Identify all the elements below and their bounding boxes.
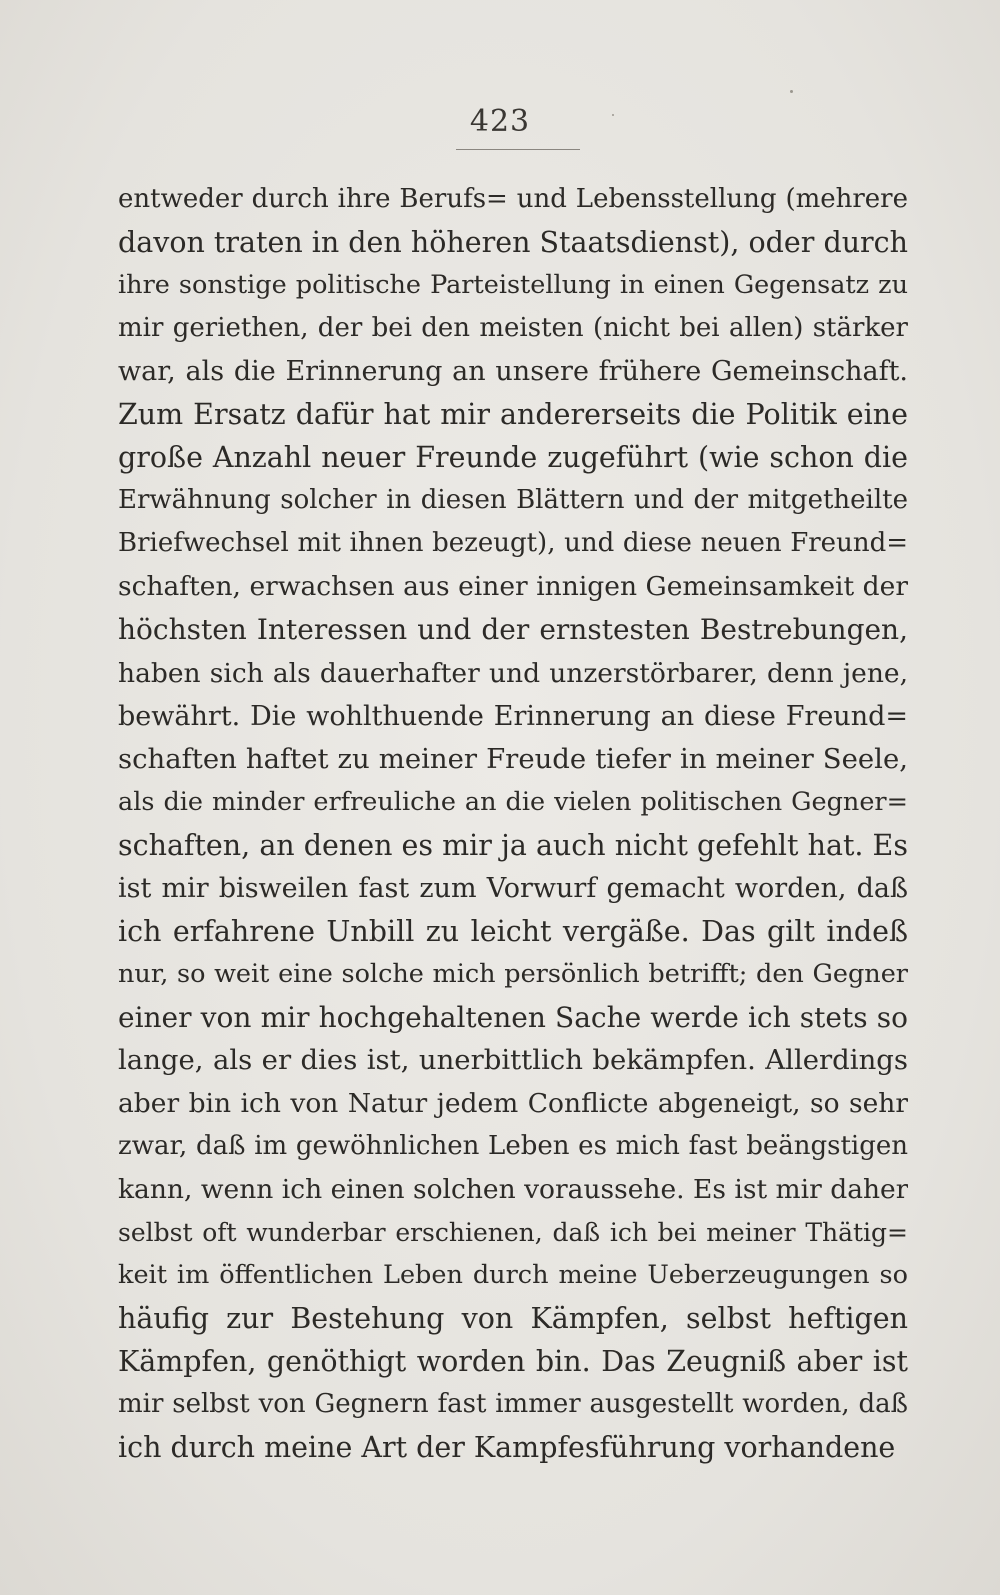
paper-speck (790, 90, 793, 93)
text-line: Zum Ersatz dafür hat mir andererseits die Politik eine (118, 398, 908, 432)
text-line: schaften, erwachsen aus einer innigen Gemeinsamkeit der (118, 571, 908, 603)
text-line: schaften haftet zu meiner Freude tiefer in meiner Seele, (118, 742, 908, 775)
text-line: schaften, an denen es mir ja auch nicht gefehlt hat. Es (118, 828, 908, 862)
text-line: mir selbst von Gegnern fast immer ausgestellt worden, daß (118, 1389, 908, 1420)
paper-speck (612, 114, 614, 116)
text-line: nur, so weit eine solche mich persönlich betrifft; den Gegner (118, 958, 908, 989)
text-line: lange, als er dies ist, unerbittlich bekämpfen. Allerdings (118, 1043, 908, 1076)
text-line: mir geriethen, der bei den meisten (nicht bei allen) stärker (118, 313, 908, 344)
header-rule (456, 149, 580, 150)
text-line: haben sich als dauerhafter und unzerstörbarer, denn jene, (118, 657, 908, 689)
text-line: ich erfahrene Unbill zu leicht vergäße. Das gilt indeß (118, 914, 908, 948)
text-line: kann, wenn ich einen solchen voraussehe. Es ist mir daher (118, 1174, 908, 1206)
body-text (118, 178, 908, 1469)
text-line: große Anzahl neuer Freunde zugeführt (wie schon die (118, 441, 908, 475)
text-line: höchsten Interessen und der ernstesten Bestrebungen, (118, 613, 908, 647)
text-line: bewährt. Die wohlthuende Erinnerung an diese Freund= (118, 700, 908, 732)
text-line: ist mir bisweilen fast zum Vorwurf gemacht worden, daß (118, 872, 908, 904)
text-line: häufig zur Bestehung von Kämpfen, selbst heftigen (118, 1302, 908, 1336)
text-line: ich durch meine Art der Kampfesführung vorhandene (118, 1431, 896, 1465)
text-line: entweder durch ihre Berufs= und Lebensstellung (mehrere (118, 184, 908, 214)
text-line: als die minder erfreuliche an die vielen politischen Gegner= (118, 786, 908, 817)
text-line: ihre sonstige politische Parteistellung in einen Gegensatz zu (118, 270, 908, 301)
text-line: davon traten in den höheren Staatsdienst), oder durch (118, 226, 908, 260)
text-line: Briefwechsel mit ihnen bezeugt), und diese neuen Freund= (118, 528, 908, 559)
page-number: 423 (469, 104, 531, 139)
text-line: einer von mir hochgehaltenen Sache werde ich stets so (118, 1000, 908, 1034)
text-line: keit im öffentlichen Leben durch meine Ueberzeugungen so (118, 1260, 908, 1291)
text-line: Kämpfen, genöthigt worden bin. Das Zeugniß aber ist (118, 1345, 908, 1379)
text-line: selbst oft wunderbar erschienen, daß ich bei meiner Thätig= (118, 1218, 908, 1248)
text-line: aber bin ich von Natur jedem Conflicte abgeneigt, so sehr (118, 1087, 908, 1119)
text-line: Erwähnung solcher in diesen Blättern und der mitgetheilte (118, 485, 908, 516)
text-line: zwar, daß im gewöhnlichen Leben es mich fast beängstigen (118, 1131, 908, 1162)
text-line: war, als die Erinnerung an unsere frühere Gemeinschaft. (118, 356, 908, 388)
